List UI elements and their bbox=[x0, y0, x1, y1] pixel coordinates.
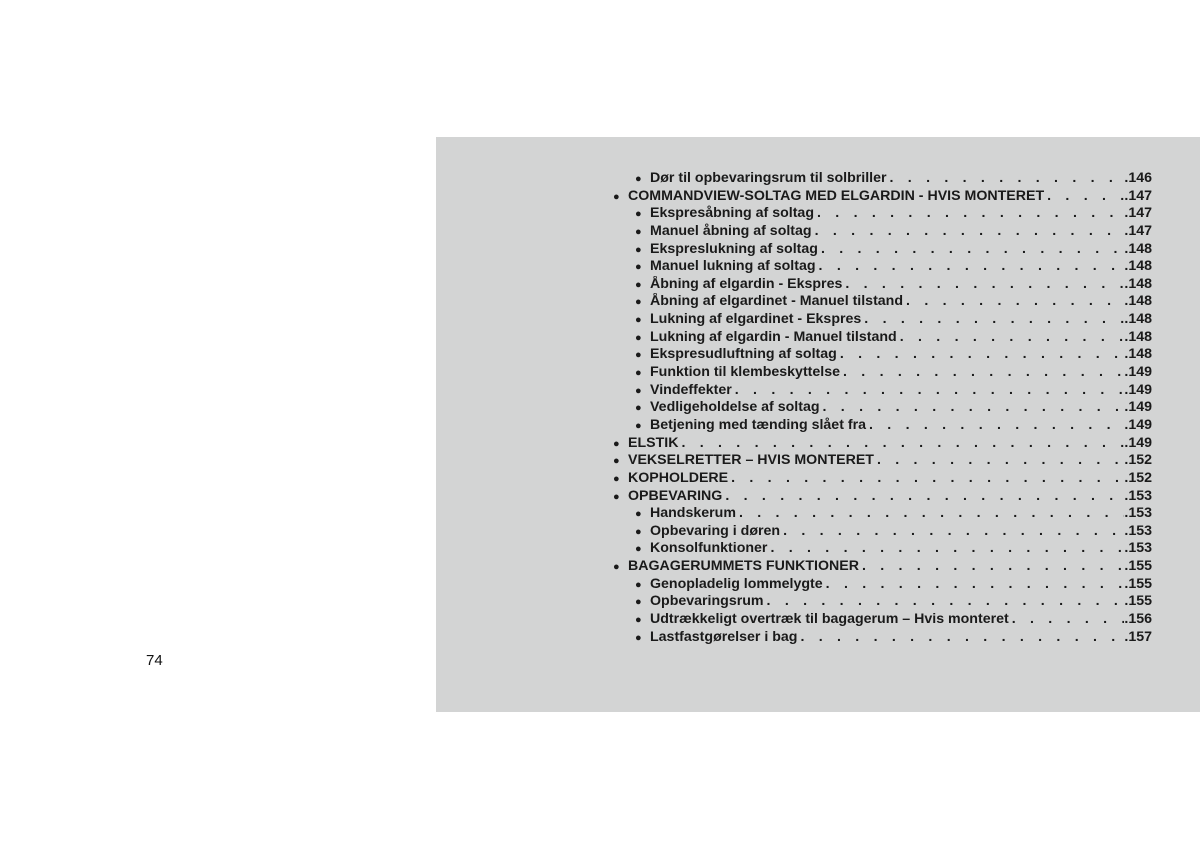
toc-entry-page: .157 bbox=[1124, 628, 1152, 645]
toc-entry[interactable] bbox=[613, 205, 1152, 223]
toc-entry-title: Betjening med tænding slået fra bbox=[650, 416, 866, 433]
toc-entry-title: KOPHOLDERE bbox=[628, 469, 729, 486]
toc-entry-page: .147 bbox=[1124, 205, 1152, 222]
bullet-icon: ● bbox=[635, 384, 642, 397]
dot-leader bbox=[767, 540, 1124, 558]
dot-leader bbox=[732, 382, 1125, 400]
toc-entry-page: .155 bbox=[1124, 593, 1152, 610]
page-number: 74 bbox=[146, 652, 163, 669]
toc-entry[interactable] bbox=[613, 470, 1152, 488]
bullet-icon: ● bbox=[635, 261, 642, 274]
dot-leader bbox=[764, 593, 1125, 611]
toc-entry-title: Vindeffekter bbox=[650, 381, 732, 398]
bullet-icon: ● bbox=[635, 367, 642, 380]
toc-entry-title: Manuel lukning af soltag bbox=[650, 258, 816, 275]
toc-entry-page: .152 bbox=[1124, 452, 1152, 469]
toc-entry[interactable] bbox=[613, 382, 1152, 400]
bullet-icon: ● bbox=[635, 331, 642, 344]
toc-entry-title: Lukning af elgardinet - Ekspres bbox=[650, 311, 862, 328]
dot-leader bbox=[874, 452, 1124, 470]
toc-entry-page: .148 bbox=[1124, 311, 1152, 328]
toc-entry-page: .153 bbox=[1124, 505, 1152, 522]
toc-entry[interactable] bbox=[613, 593, 1152, 611]
dot-leader bbox=[837, 346, 1125, 364]
toc-entry[interactable] bbox=[613, 346, 1152, 364]
toc-entry-title: Lukning af elgardin - Manuel tilstand bbox=[650, 328, 897, 345]
toc-entry-title: Konsolfunktioner bbox=[650, 540, 768, 557]
toc-entry-title: Vedligeholdelse af soltag bbox=[650, 399, 820, 416]
toc-entry[interactable] bbox=[613, 364, 1152, 382]
bullet-icon: ● bbox=[635, 243, 642, 256]
bullet-icon: ● bbox=[635, 631, 642, 644]
toc-entry-page: .149 bbox=[1124, 381, 1152, 398]
toc-entry[interactable] bbox=[613, 399, 1152, 417]
toc-entry[interactable] bbox=[613, 629, 1152, 647]
toc-entry-title: Lastfastgørelser i bag bbox=[650, 628, 798, 645]
toc-entry-page: .153 bbox=[1124, 522, 1152, 539]
dot-leader bbox=[903, 293, 1124, 311]
bullet-icon: ● bbox=[635, 278, 642, 291]
toc-entry-title: Genopladelig lommelygte bbox=[650, 575, 823, 592]
toc-entry-title: Handskerum bbox=[650, 505, 736, 522]
bullet-icon: ● bbox=[613, 561, 620, 574]
toc-entry[interactable] bbox=[613, 435, 1152, 453]
bullet-icon: ● bbox=[613, 437, 620, 450]
toc-entry-page: .149 bbox=[1124, 399, 1152, 416]
dot-leader bbox=[816, 258, 1125, 276]
toc-entry[interactable] bbox=[613, 540, 1152, 558]
dot-leader bbox=[722, 488, 1124, 506]
toc-entry-page: .148 bbox=[1124, 240, 1152, 257]
bullet-icon: ● bbox=[635, 173, 642, 185]
bullet-icon: ● bbox=[635, 508, 642, 521]
toc-entry-page: .148 bbox=[1124, 258, 1152, 275]
toc-entry-page: .146 bbox=[1124, 170, 1152, 186]
bullet-icon: ● bbox=[635, 349, 642, 362]
bullet-icon: ● bbox=[635, 525, 642, 538]
dot-leader bbox=[820, 399, 1125, 417]
toc-entry[interactable] bbox=[613, 576, 1152, 594]
toc-entry-title: Manuel åbning af soltag bbox=[650, 222, 812, 239]
dot-leader bbox=[866, 417, 1124, 435]
toc-entry-title: Ekspresudluftning af soltag bbox=[650, 346, 837, 363]
toc-entry[interactable] bbox=[613, 223, 1152, 241]
toc-entry-title: OPBEVARING bbox=[628, 487, 723, 504]
dot-leader bbox=[887, 170, 1125, 188]
toc-entry[interactable] bbox=[613, 188, 1152, 206]
toc-entry-page: .149 bbox=[1124, 364, 1152, 381]
dot-leader bbox=[842, 276, 1124, 294]
bullet-icon: ● bbox=[613, 190, 620, 203]
toc-entry[interactable] bbox=[613, 258, 1152, 276]
toc-entry-title: Åbning af elgardin - Ekspres bbox=[650, 275, 843, 292]
bullet-icon: ● bbox=[635, 614, 642, 627]
bullet-icon: ● bbox=[635, 208, 642, 221]
toc-entry[interactable] bbox=[613, 311, 1152, 329]
toc-entry-title: COMMANDVIEW-SOLTAG MED ELGARDIN - HVIS MONTERET bbox=[628, 187, 1045, 204]
dot-leader bbox=[678, 435, 1124, 453]
toc-entry[interactable] bbox=[613, 505, 1152, 523]
toc-entry[interactable] bbox=[613, 276, 1152, 294]
toc-entry-page: .147 bbox=[1124, 187, 1152, 204]
dot-leader bbox=[797, 629, 1124, 647]
dot-leader bbox=[1009, 611, 1125, 629]
bullet-icon: ● bbox=[635, 419, 642, 432]
toc-entry[interactable] bbox=[613, 293, 1152, 311]
toc-entry-title: ELSTIK bbox=[628, 434, 679, 451]
toc-entry-title: Opbevaring i døren bbox=[650, 522, 781, 539]
dot-leader bbox=[728, 470, 1124, 488]
toc-entry-page: .156 bbox=[1124, 611, 1152, 628]
bullet-icon: ● bbox=[635, 402, 642, 415]
dot-leader bbox=[859, 558, 1124, 576]
toc-entry-page: .152 bbox=[1124, 469, 1152, 486]
dot-leader bbox=[818, 241, 1124, 259]
dot-leader bbox=[861, 311, 1124, 329]
toc-entry-page: .153 bbox=[1124, 540, 1152, 557]
bullet-icon: ● bbox=[635, 578, 642, 591]
bullet-icon: ● bbox=[635, 314, 642, 327]
toc-entry[interactable] bbox=[613, 329, 1152, 347]
toc-entry-page: .149 bbox=[1124, 434, 1152, 451]
dot-leader bbox=[736, 505, 1124, 523]
toc-entry[interactable] bbox=[613, 417, 1152, 435]
toc-entry-page: .153 bbox=[1124, 487, 1152, 504]
bullet-icon: ● bbox=[613, 490, 620, 503]
toc-entry-title: Funktion til klembeskyttelse bbox=[650, 364, 841, 381]
toc-entry-title: BAGAGERUMMETS FUNKTIONER bbox=[628, 558, 859, 575]
dot-leader bbox=[814, 205, 1124, 223]
bullet-icon: ● bbox=[635, 596, 642, 609]
toc-entry-page: .148 bbox=[1124, 275, 1152, 292]
bullet-icon: ● bbox=[635, 225, 642, 238]
toc-entry-title: Ekspresåbning af soltag bbox=[650, 205, 814, 222]
bullet-icon: ● bbox=[635, 543, 642, 556]
toc-entry[interactable] bbox=[613, 452, 1152, 470]
toc-entry-title: Dør til opbevaringsrum til solbriller bbox=[650, 170, 887, 186]
toc-entry[interactable] bbox=[613, 488, 1152, 506]
toc-entry[interactable] bbox=[613, 611, 1152, 629]
toc-entry[interactable] bbox=[613, 241, 1152, 259]
toc-entry-page: .147 bbox=[1124, 222, 1152, 239]
toc-entry-page: .149 bbox=[1124, 416, 1152, 433]
dot-leader bbox=[780, 523, 1124, 541]
bullet-icon: ● bbox=[613, 472, 620, 485]
toc-entry-page: .155 bbox=[1124, 558, 1152, 575]
dot-leader bbox=[823, 576, 1125, 594]
toc-entry[interactable] bbox=[613, 558, 1152, 576]
table-of-contents bbox=[613, 170, 1152, 646]
toc-entry-title: Åbning af elgardinet - Manuel tilstand bbox=[650, 293, 904, 310]
toc-entry-page: .148 bbox=[1124, 293, 1152, 310]
dot-leader bbox=[812, 223, 1125, 241]
toc-entry-page: .148 bbox=[1124, 346, 1152, 363]
toc-entry-title: Opbevaringsrum bbox=[650, 593, 764, 610]
toc-entry-title: Ekspreslukning af soltag bbox=[650, 240, 818, 257]
bullet-icon: ● bbox=[613, 455, 620, 468]
dot-leader bbox=[1044, 188, 1124, 206]
dot-leader bbox=[897, 329, 1125, 347]
toc-entry-title: VEKSELRETTER – HVIS MONTERET bbox=[628, 452, 874, 469]
toc-entry-page: .155 bbox=[1124, 575, 1152, 592]
toc-entry-title: Udtrækkeligt overtræk til bagagerum – Hvis monteret bbox=[650, 611, 1009, 628]
dot-leader bbox=[840, 364, 1124, 382]
toc-entry-page: .148 bbox=[1124, 328, 1152, 345]
bullet-icon: ● bbox=[635, 296, 642, 309]
toc-entry[interactable] bbox=[613, 170, 1152, 188]
toc-entry[interactable] bbox=[613, 523, 1152, 541]
